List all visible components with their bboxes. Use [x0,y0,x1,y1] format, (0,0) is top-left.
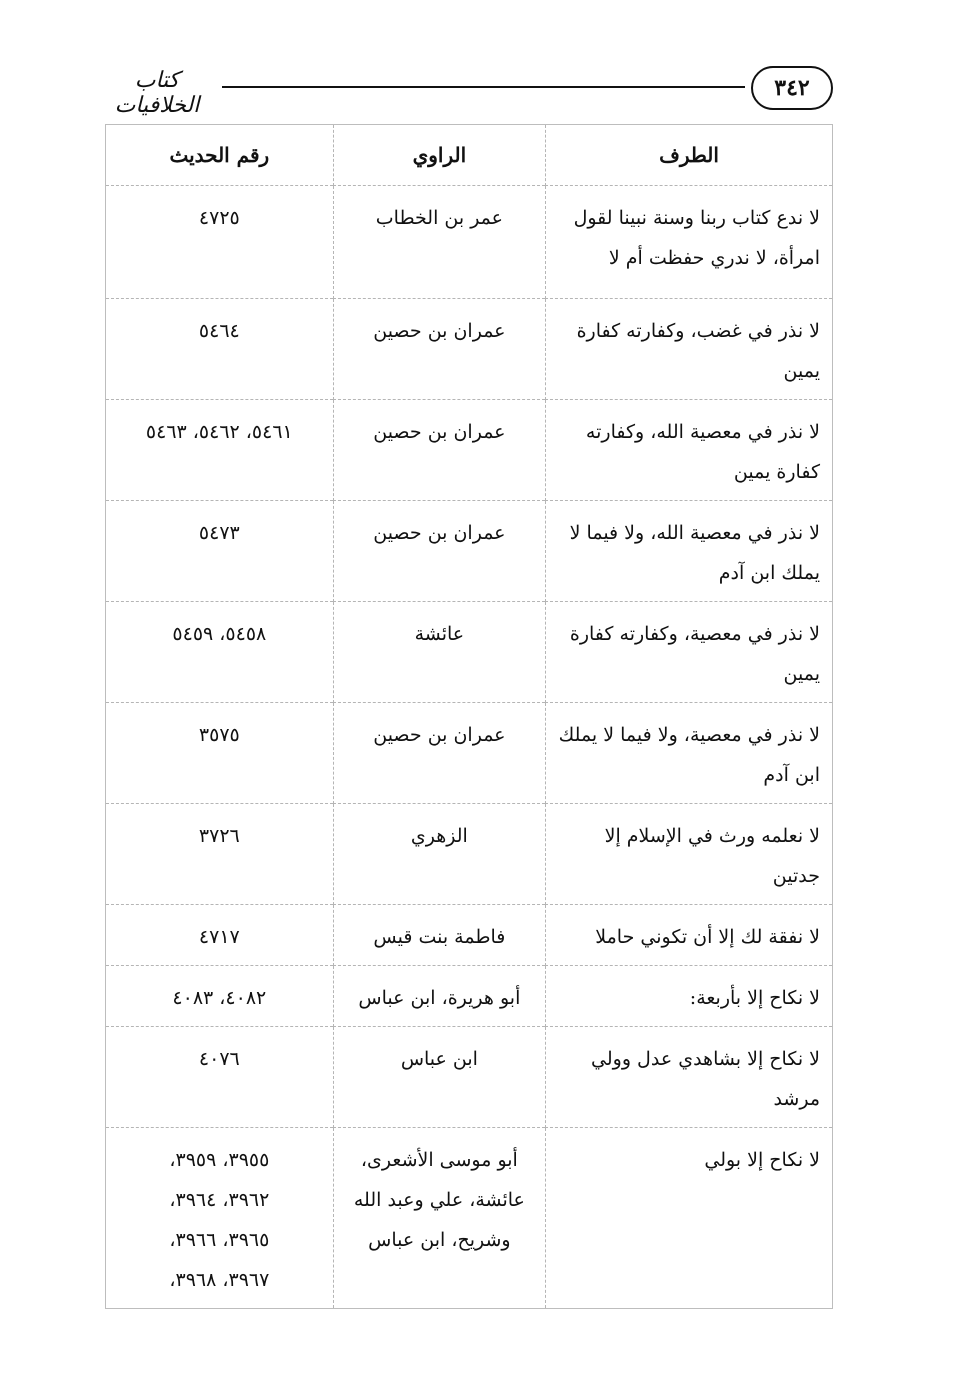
table-row [106,905,833,966]
book-title: كتاب الخلافيات [114,68,200,118]
cell-rawi: عمران بن حصين [333,400,545,501]
cell-rawi: أبو موسى الأشعرى، عائشة، علي وعبد الله وشريح، ابن عباس [333,1128,545,1309]
table-row [106,501,833,602]
cell-rawi: أبو هريرة، ابن عباس [333,966,545,1027]
cell-number: ٥٤٦٤ [106,299,334,400]
cell-taraf: لا نذر في معصية، وكفارته كفارة يمين [546,602,833,703]
table-row [106,966,833,1027]
table-row [106,186,833,299]
page-number: ٣٤٢ [751,66,833,110]
cell-number: ٤٠٨٢، ٤٠٨٣ [106,966,334,1027]
cell-taraf: لا نكاح إلا بشاهدي عدل وولي مرشد [546,1027,833,1128]
cell-taraf: لا نذر في معصية الله، ولا فيما لا يملك ابن آدم [546,501,833,602]
column-header-number: رقم الحديث [106,125,334,186]
cell-rawi: ابن عباس [333,1027,545,1128]
cell-taraf: لا نذر في غضب، وكفارته كفارة يمين [546,299,833,400]
cell-number: ٤٠٧٦ [106,1027,334,1128]
cell-rawi: عمران بن حصين [333,299,545,400]
table-row [106,602,833,703]
table-row [106,299,833,400]
column-header-rawi: الراوي [333,125,545,186]
header-rule [222,86,745,88]
cell-rawi: الزهري [333,804,545,905]
table-row [106,1027,833,1128]
cell-rawi: عمران بن حصين [333,703,545,804]
cell-rawi: عمران بن حصين [333,501,545,602]
cell-rawi: عمر بن الخطاب [333,186,545,299]
cell-taraf: لا نذر في معصية الله، وكفارته كفارة يمين [546,400,833,501]
cell-number: ٤٧١٧ [106,905,334,966]
cell-number: ٥٤٥٨، ٥٤٥٩ [106,602,334,703]
table-row [106,804,833,905]
table-row [106,703,833,804]
table-row [106,400,833,501]
table-row [106,1128,833,1309]
cell-taraf: لا نكاح إلا بأربعة: [546,966,833,1027]
cell-number: ٤٧٢٥ [106,186,334,299]
page-header [92,66,837,118]
column-header-taraf: الطرف [546,125,833,186]
cell-rawi: عائشة [333,602,545,703]
cell-rawi: فاطمة بنت قيس [333,905,545,966]
table-header-row [106,125,833,186]
cell-number: ٣٥٧٥ [106,703,334,804]
cell-number: ٣٩٥٥، ٣٩٥٩، ٣٩٦٢، ٣٩٦٤، ٣٩٦٥، ٣٩٦٦، ٣٩٦٧، ٣٩٦٨، [106,1128,334,1309]
cell-taraf: لا نكاح إلا بولي [546,1128,833,1309]
cell-taraf: لا ندع كتاب ربنا وسنة نبينا لقول امرأة، لا ندري حفظت أم لا [546,186,833,299]
cell-number: ٥٤٧٣ [106,501,334,602]
cell-taraf: لا نفقة لك إلا أن تكوني حاملا [546,905,833,966]
cell-number: ٣٧٢٦ [106,804,334,905]
hadith-index-table [105,124,833,1309]
cell-taraf: لا نذر في معصية، ولا فيما لا يملك ابن آدم [546,703,833,804]
cell-taraf: لا نعلمه ورث في الإسلام إلا جدتين [546,804,833,905]
cell-number: ٥٤٦١، ٥٤٦٢، ٥٤٦٣ [106,400,334,501]
